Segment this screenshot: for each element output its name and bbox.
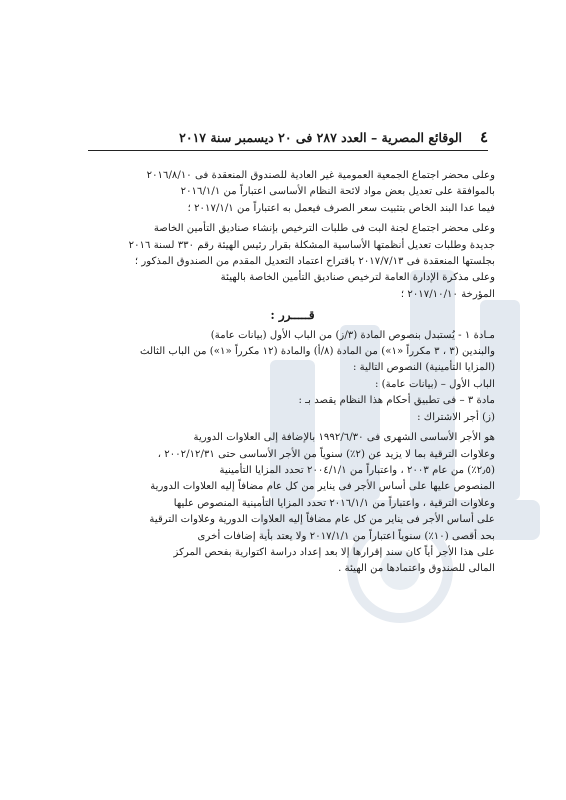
text-line: بجلستها المنعقدة فى ٢٠١٧/٧/١٣ باقتراح اعتماد التعديل المقدم من الصندوق المذكور ؛ — [134, 256, 495, 268]
decision-heading: قـــــرر : — [270, 308, 315, 323]
definition-line: بحد أقصى (١٠٪) سنوياً اعتباراً من ٢٠١٧/١/١ ولا يعتد بأية إضافات أخرى — [197, 530, 495, 542]
article-line: مـادة ١ - يُستبدل بنصوص المادة (٣/ز) من الباب الأول (بيانات عامة) — [210, 329, 495, 341]
header-rule — [88, 150, 488, 151]
text-line: المؤرخة ٢٠١٧/١٠/١٠ ؛ — [400, 288, 495, 300]
text-line: بالموافقة على تعديل بعض مواد لائحة النظام الأساسى اعتباراً من ٢٠١٦/١/١ — [180, 186, 495, 198]
article-line: (المزايا التأمينية) النصوص التالية : — [353, 362, 495, 374]
text-line: جديدة وطلبات تعديل أنظمتها الأساسية المشكلة بقرار رئيس الهيئة رقم ٣٣٠ لسنة ٢٠١٦ — [128, 239, 495, 251]
definition-line: على هذا الأجر أياً كان سند إقرارها إلا بعد إعداد دراسة اكتوارية بفحص المركز — [173, 546, 495, 558]
definition-line: وعلاوات الترقية بما لا يزيد عن (٢٪) سنوياً من الأجر الأساسى حتى ٢٠٠٢/١٢/٣١ ، — [157, 448, 495, 460]
definition-line: على أساس الأجر فى يناير من كل عام مضافاً إليه العلاوات الدورية وعلاوات الترقية — [149, 514, 495, 526]
article-line: مادة ٣ – فى تطبيق أحكام هذا النظام يقصد بـ : — [298, 395, 495, 407]
definition-line: هو الأجر الأساسى الشهرى فى ١٩٩٢/٦/٣٠ بالإضافة إلى العلاوات الدورية — [193, 432, 495, 444]
document-body — [90, 168, 495, 578]
article-line: والبندين (٣ ، ٣ مكرراً «١») من المادة (٨/أ) والمادة (١٢ مكرراً «١») من الباب الثالث — [139, 346, 495, 358]
text-line: وعلى مذكرة الإدارة العامة لترخيص صناديق التأمين الخاصة بالهيئة — [220, 272, 495, 284]
definition-line: المنصوص عليها على أساس الأجر فى يناير من كل عام مضافاً إليه العلاوات الدورية — [150, 481, 495, 493]
text-line: وعلى محضر اجتماع الجمعية العمومية غير العادية للصندوق المنعقدة فى ٢٠١٦/٨/١٠ — [146, 170, 495, 181]
text-line: وعلى محضر اجتماع لجنة البت فى طلبات الترخيص بإنشاء صناديق التأمين الخاصة — [153, 223, 495, 235]
article-line: الباب الأول – (بيانات عامة) : — [375, 378, 495, 390]
gazette-title: الوقائع المصرية – العدد ٢٨٧ فى ٢٠ ديسمبر سنة ٢٠١٧ — [179, 130, 462, 145]
definition-line: (٢٫٥٪) من عام ٢٠٠٣ ، واعتباراً من ٢٠٠٤/١/١ تحدد المزايا التأمينية — [219, 464, 495, 476]
text-line: فيما عدا البند الخاص بتثبيت سعر الصرف فيعمل به اعتباراً من ٢٠١٧/١/١ ؛ — [187, 202, 495, 214]
definition-line: المالى للصندوق واعتمادها من الهيئة . — [338, 563, 495, 575]
article-line: (ز) أجر الاشتراك : — [417, 411, 495, 423]
page-number: ٤ — [479, 128, 488, 146]
definition-line: وعلاوات الترقية ، واعتباراً من ٢٠١٦/١/١ تحدد المزايا التأمينية المنصوص عليها — [173, 497, 495, 509]
